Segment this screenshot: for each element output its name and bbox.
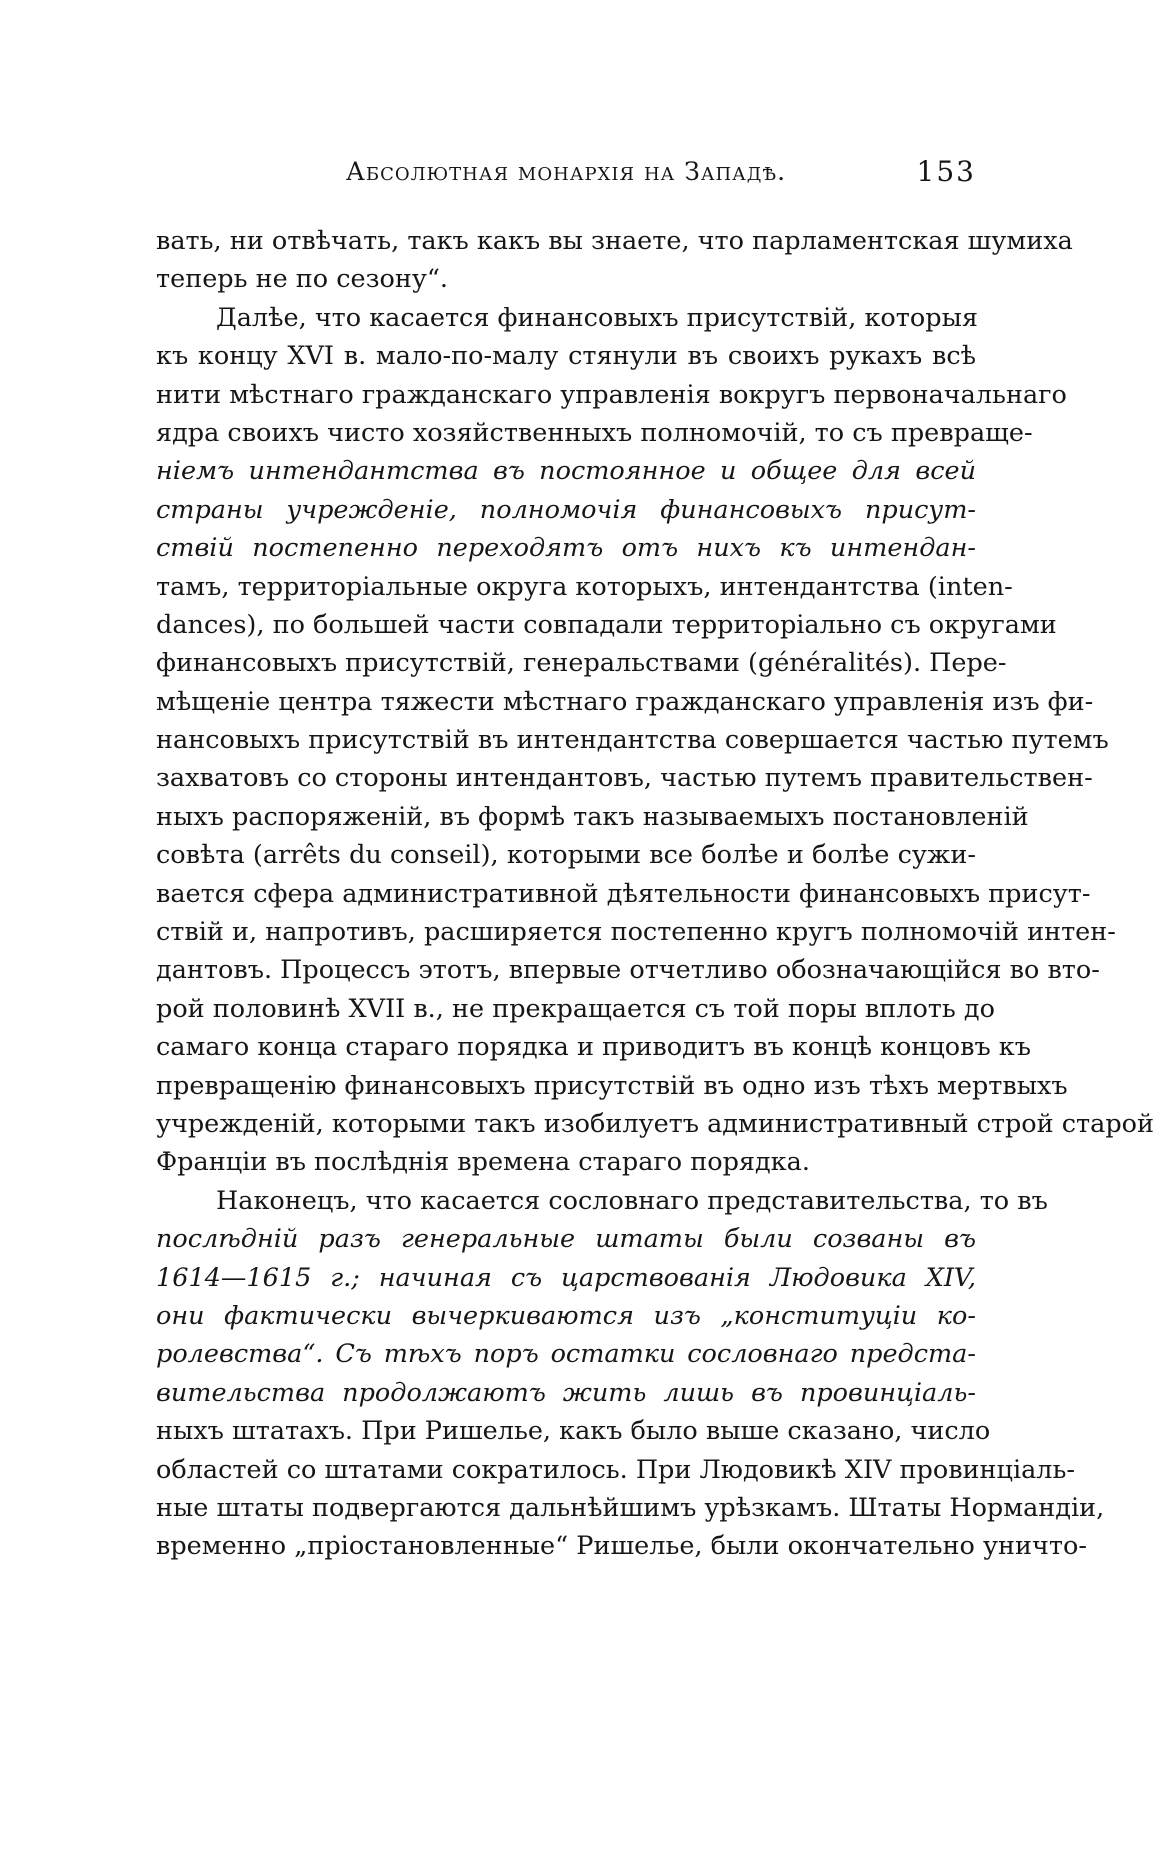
text-line: рой половинѣ XVII в., не прекращается съ той поры вплоть до [156,993,995,1024]
body-text [156,222,1154,1566]
text-line: тамъ, территоріальные округа которыхъ, интендантства (inten- [156,571,1013,602]
text-line: страны учрежденіе, полномочія финансовыхъ присут- [156,494,976,525]
text-line: къ концу XVI в. мало-по-малу стянули въ своихъ рукахъ всѣ [156,341,976,372]
text-line: ствій и, напротивъ, расширяется постепенно кругъ полномочій интен- [156,917,1116,948]
text-line: вается сфера административной дѣятельности финансовыхъ присут- [156,878,1091,909]
text-line: ныхъ распоряженій, въ формѣ такъ называемыхъ постановленій [156,801,1029,832]
text-line: ядра своихъ чисто хозяйственныхъ полномочій, то съ превраще- [156,417,1033,448]
text-line: временно „пріостановленные“ Ришелье, были окончательно уничто- [156,1531,1087,1562]
text-line: теперь не по сезону“. [156,264,449,295]
text-line: ные штаты подвергаются дальнѣйшимъ урѣзкамъ. Штаты Нормандіи, [156,1492,1105,1523]
text-line: финансовыхъ присутствій, генеральствами (généralités). Пере- [156,648,1007,679]
text-line: dances), по большей части совпадали территоріально съ округами [156,609,1057,640]
text-line: нансовыхъ присутствій въ интендантства совершается частью путемъ [156,725,1109,756]
running-title: Абсолютная монархія на Западѣ. [345,157,787,186]
page-header [156,150,976,194]
text-line: учрежденій, которыми такъ изобилуетъ административный строй старой [156,1108,1154,1139]
text-line: 1614—1615 г.; начиная съ царствованія Людовика XIV, [156,1262,976,1293]
text-line: ствій постепенно переходятъ отъ нихъ къ интендан- [156,533,976,564]
text-line: совѣта (arrêts du conseil), которыми все болѣе и болѣе сужи- [156,840,976,871]
text-line: ныхъ штатахъ. При Ришелье, какъ было выше сказано, число [156,1416,991,1447]
text-line: самаго конца стараго порядка и приводитъ въ концѣ концовъ къ [156,1032,1031,1063]
text-line: вать, ни отвѣчать, такъ какъ вы знаете, что парламентская шумиха [156,226,1073,256]
text-line: Далѣе, что касается финансовыхъ присутствій, которыя [216,302,978,333]
text-line: областей со штатами сократилось. При Людовикѣ XIV провинціаль- [156,1454,1076,1485]
text-line: нити мѣстнаго гражданскаго управленія вокругъ первоначальнаго [156,379,1067,410]
text-line: мѣщеніе центра тяжести мѣстнаго гражданскаго управленія изъ фи- [156,686,1094,717]
text-line: дантовъ. Процессъ этотъ, впервые отчетливо обозначающійся во вто- [156,955,1100,986]
text-line: Наконецъ, что касается сословнаго представительства, то въ [216,1185,1048,1216]
text-line: ролевства“. Съ тѣхъ поръ остатки сословнаго предста- [156,1339,976,1370]
text-line: ніемъ интендантства въ постоянное и общее для всей [156,456,976,487]
text-line: Франціи въ послѣднія времена стараго порядка. [156,1147,810,1178]
text-line: послѣдній разъ генеральные штаты были созваны въ [156,1224,976,1255]
text-line: они фактически вычеркиваются изъ „конституціи ко- [156,1300,976,1331]
text-line: превращенію финансовыхъ присутствій въ одно изъ тѣхъ мертвыхъ [156,1070,1068,1101]
text-line: захватовъ со стороны интендантовъ, частью путемъ правительствен- [156,763,1093,794]
page-number: 153 [916,155,976,188]
text-line: вительства продолжаютъ жить лишь въ провинціаль- [156,1377,976,1408]
